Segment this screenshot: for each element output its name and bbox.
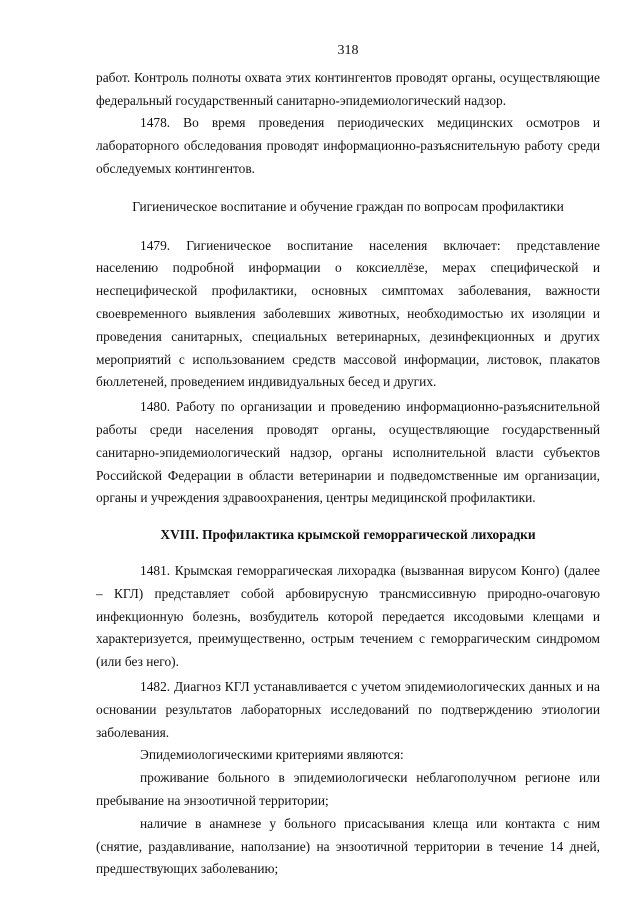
page-number: 318 xyxy=(337,43,359,58)
paragraph-continuation: работ. Контроль полноты охвата этих контингентов проводят органы, осуществляющие федеральный государственный санитарно-эпидемиологический надзор. xyxy=(96,69,600,108)
paragraph-1479: 1479. Гигиеническое воспитание населения включает: представление населению подробной информации о коксиеллёзе, мерах специфической и неспецифической профилактики, основных симптомах заболевания, важности своевременного выявления заболевших животных, необходимостью их изоляции и проведения санитарных, специальных ветеринарных, дезинфекционных и других мероприятий с использованием средств массовой информации, листовок, плакатов бюллетеней, проведением индивидуальных бесед и других. xyxy=(96,237,600,390)
section-heading-xviii: XVIII. Профилактика крымской геморрагической лихорадки xyxy=(160,527,536,543)
document-page xyxy=(96,40,600,881)
paragraph-1482: 1482. Диагноз КГЛ устанавливается с учетом эпидемиологических данных и на основании результатов лабораторных исследований по подтверждению этиологии заболевания. xyxy=(96,678,600,740)
criteria-intro: Эпидемиологическими критериями являются: xyxy=(140,747,404,763)
criterion-residence: проживание больного в эпидемиологически неблагополучном регионе или пребывание на энзоотичной территории; xyxy=(96,770,600,808)
paragraph-1480: 1480. Работу по организации и проведению информационно-разъяснительной работы среди населения проводят органы, осуществляющие государственный санитарно-эпидемиологический надзор, органы исполнительной власти субъектов Российской Федерации в области ветеринарии и подведомственные им организации, органы и учреждения здравоохранения, центры медицинской профилактики. xyxy=(96,399,600,506)
paragraph-1481: 1481. Крымская геморрагическая лихорадка (вызванная вирусом Конго) (далее – КГЛ) представляет собой арбовирусную трансмиссивную природно-очаговую инфекционную болезнь, возбудитель которой передается иксодовыми клещами и характеризуется, преимущественно, острым течением с геморрагическим синдромом (или без него). xyxy=(96,562,600,670)
paragraph-1478: 1478. Во время проведения периодических медицинских осмотров и лабораторного обследования проводят информационно-разъяснительную работу среди обследуемых контингентов. xyxy=(96,115,600,176)
subheading-hygienic-education: Гигиеническое воспитание и обучение граждан по вопросам профилактики xyxy=(132,198,564,214)
criterion-tick-contact: наличие в анамнезе у больного присасывания клеща или контакта с ним (снятие, раздавливание, наползание) на энзоотичной территории в течение 14 дней, предшествующих заболеванию; xyxy=(96,815,600,877)
